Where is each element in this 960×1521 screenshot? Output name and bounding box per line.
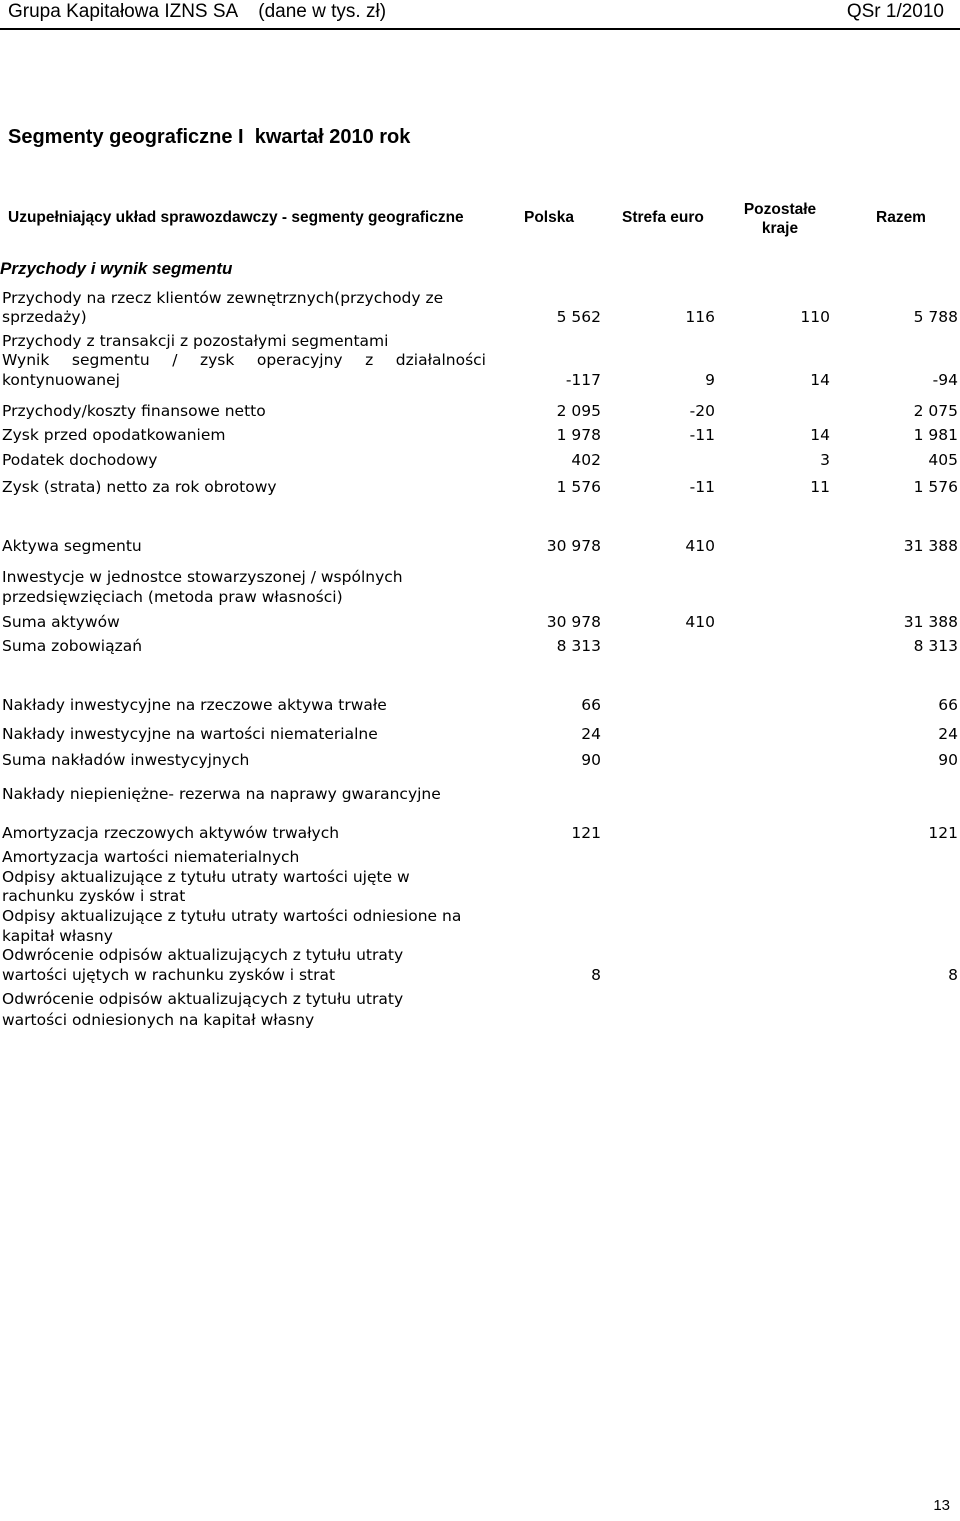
cell-razem: 31 388	[903, 537, 958, 555]
cell-strefa-euro: 9	[705, 371, 715, 389]
row-label: Inwestycje w jednostce stowarzyszonej / wspólnych	[2, 568, 403, 586]
row-label: Odwrócenie odpisów aktualizujących z tytułu utraty	[2, 946, 404, 964]
row-label: Aktywa segmentu	[2, 537, 142, 555]
header-report-id: QSr 1/2010	[846, 1, 944, 22]
sub-heading: Przychody i wynik segmentu	[0, 259, 233, 278]
cell-polska: 66	[581, 696, 601, 714]
cell-polska: 30 978	[546, 613, 601, 631]
cell-polska: 8	[591, 966, 601, 984]
row-label: Suma nakładów inwestycyjnych	[2, 751, 250, 769]
row-label: Wynik segmentu / zysk operacyjny z działalności	[2, 351, 486, 369]
row-label: Przychody/koszty finansowe netto	[2, 402, 266, 420]
row-label: Suma aktywów	[2, 613, 120, 631]
cell-razem: -94	[932, 371, 958, 389]
cell-pozostale-kraje: 14	[810, 426, 830, 444]
cell-polska: 121	[571, 824, 601, 842]
cell-razem: 24	[938, 725, 958, 743]
row-label: Amortyzacja rzeczowych aktywów trwałych	[2, 824, 340, 842]
cell-razem: 121	[928, 824, 958, 842]
cell-polska: 90	[581, 751, 601, 769]
cell-razem: 1 576	[913, 478, 958, 496]
cell-razem: 31 388	[903, 613, 958, 631]
row-label: Amortyzacja wartości niematerialnych	[2, 848, 300, 866]
row-label-cont: wartości odniesionych na kapitał własny	[2, 1011, 315, 1029]
cell-strefa-euro: -20	[689, 402, 715, 420]
column-header-polska: Polska	[524, 209, 574, 226]
row-label-cont: wartości ujętych w rachunku zysków i strat	[2, 966, 336, 984]
cell-razem: 8	[948, 966, 958, 984]
cell-razem: 66	[938, 696, 958, 714]
column-header-razem: Razem	[876, 209, 926, 226]
row-label: Odpisy aktualizujące z tytułu utraty wartości odniesione na	[2, 907, 462, 925]
cell-strefa-euro: 410	[685, 613, 715, 631]
cell-razem: 2 075	[913, 402, 958, 420]
cell-polska: 30 978	[546, 537, 601, 555]
cell-polska: -117	[565, 371, 601, 389]
row-label: Przychody z transakcji z pozostałymi segmentami	[2, 332, 389, 350]
cell-polska: 24	[581, 725, 601, 743]
cell-pozostale-kraje: 14	[810, 371, 830, 389]
row-label: Nakłady inwestycyjne na rzeczowe aktywa trwałe	[2, 696, 387, 714]
row-label: Odwrócenie odpisów aktualizujących z tytułu utraty	[2, 990, 404, 1008]
row-label-cont: kapitał własny	[2, 927, 113, 945]
cell-polska: 402	[571, 451, 601, 469]
row-label: Odpisy aktualizujące z tytułu utraty wartości ujęte w	[2, 868, 410, 886]
cell-polska: 1 978	[556, 426, 601, 444]
header-company: Grupa Kapitałowa IZNS SA (dane w tys. zł)	[8, 1, 387, 22]
cell-pozostale-kraje: 110	[800, 308, 830, 326]
column-header-pozostale-kraje: Pozostałe kraje	[743, 201, 817, 237]
cell-polska: 1 576	[556, 478, 601, 496]
cell-razem: 405	[928, 451, 958, 469]
column-header-strefa-euro: Strefa euro	[622, 209, 704, 226]
row-label: Suma zobowiązań	[2, 637, 143, 655]
section-title: Segmenty geograficzne I kwartał 2010 rok	[8, 126, 411, 148]
row-label: Zysk (strata) netto za rok obrotowy	[2, 478, 277, 496]
cell-polska: 8 313	[556, 637, 601, 655]
cell-polska: 2 095	[556, 402, 601, 420]
cell-razem: 1 981	[913, 426, 958, 444]
cell-razem: 5 788	[913, 308, 958, 326]
row-label: Nakłady inwestycyjne na wartości niematerialne	[2, 725, 378, 743]
row-label-cont: kontynuowanej	[2, 371, 120, 389]
row-label: Nakłady niepieniężne- rezerwa na naprawy gwarancyjne	[2, 785, 441, 803]
cell-pozostale-kraje: 11	[810, 478, 830, 496]
cell-strefa-euro: 410	[685, 537, 715, 555]
cell-strefa-euro: -11	[689, 478, 715, 496]
cell-razem: 8 313	[913, 637, 958, 655]
row-label: Przychody na rzecz klientów zewnętrznych(przychody ze	[2, 289, 444, 307]
row-label: Podatek dochodowy	[2, 451, 158, 469]
cell-strefa-euro: 116	[685, 308, 715, 326]
page-number: 13	[933, 1497, 950, 1514]
cell-razem: 90	[938, 751, 958, 769]
cell-strefa-euro: -11	[689, 426, 715, 444]
row-label-cont: sprzedaży)	[2, 308, 87, 326]
cell-polska: 5 562	[556, 308, 601, 326]
cell-pozostale-kraje: 3	[820, 451, 830, 469]
column-header-layout: Uzupełniający układ sprawozdawczy - segmenty geograficzne	[8, 209, 464, 226]
row-label: Zysk przed opodatkowaniem	[2, 426, 226, 444]
row-label-cont: przedsięwzięciach (metoda praw własności)	[2, 588, 343, 606]
page-header	[0, 0, 960, 30]
row-label-cont: rachunku zysków i strat	[2, 887, 186, 905]
